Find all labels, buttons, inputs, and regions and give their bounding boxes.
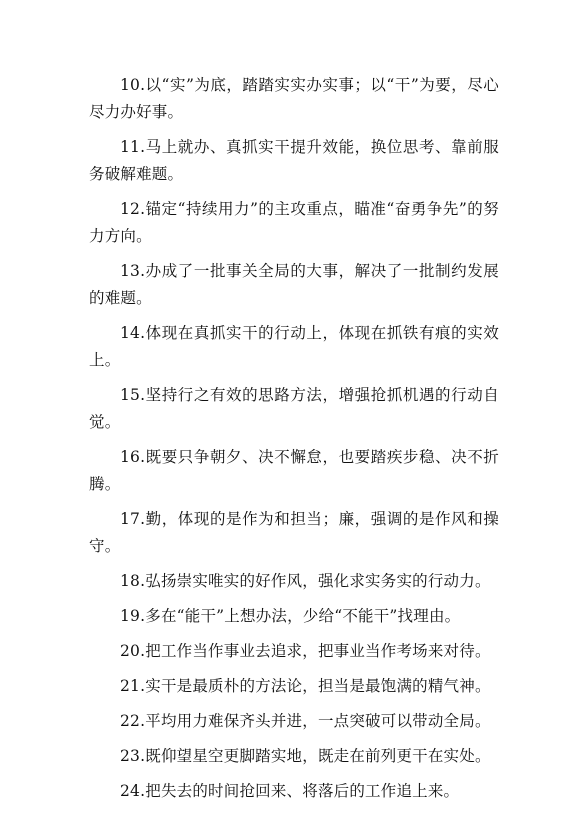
list-item: 13.办成了一批事关全局的大事，解决了一批制约发展的难题。 [89,262,499,307]
list-item: 22.平均用力难保齐头并进，一点突破可以带动全局。 [120,712,491,730]
list-item: 14.体现在真抓实干的行动上，体现在抓铁有痕的实效上。 [89,324,499,369]
list-item: 11.马上就办、真抓实干提升效能，换位思考、靠前服务破解难题。 [89,138,499,183]
list-item: 20.把工作当作事业去追求，把事业当作考场来对待。 [120,642,491,660]
list-item: 18.弘扬崇实唯实的好作风，强化求实务实的行动力。 [120,572,491,590]
list-item: 15.坚持行之有效的思路方法，增强抢抓机遇的行动自觉。 [89,386,499,431]
list-item: 12.锚定“持续用力”的主攻重点，瞄准“奋勇争先”的努力方向。 [89,200,499,245]
list-item: 16.既要只争朝夕、决不懈怠，也要踏疾步稳、决不折腾。 [89,448,499,493]
list-item: 19.多在“能干”上想办法，少给“不能干”找理由。 [120,607,461,625]
list-item: 21.实干是最质朴的方法论，担当是最饱满的精气神。 [120,677,491,695]
list-item: 23.既仰望星空更脚踏实地，既走在前列更干在实处。 [120,747,491,765]
list-item: 10.以“实”为底，踏踏实实办实事；以“干”为要，尽心尽力办好事。 [89,76,499,121]
document-body [89,72,499,813]
list-item: 17.勤，体现的是作为和担当；廉，强调的是作风和操守。 [89,510,499,555]
list-item: 24.把失去的时间抢回来、将落后的工作追上来。 [120,782,460,800]
